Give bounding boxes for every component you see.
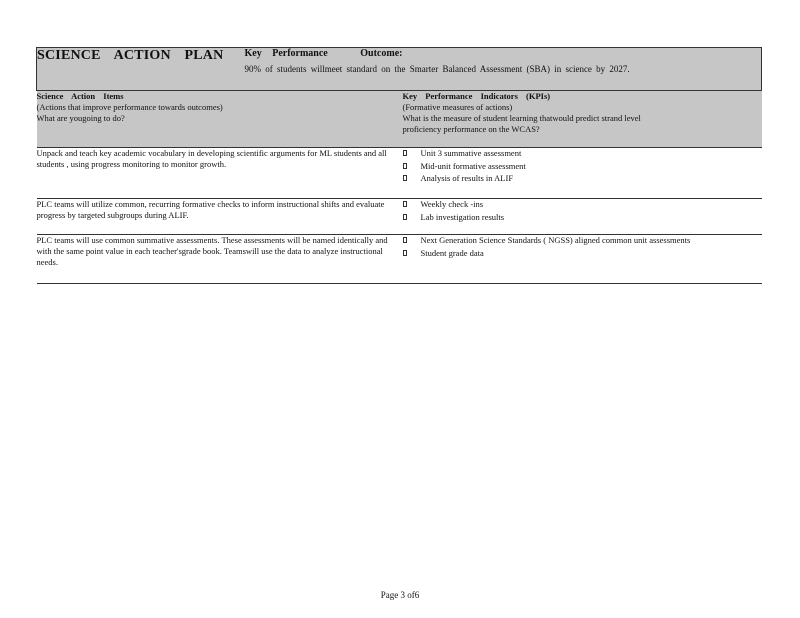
bullet-box-icon (403, 201, 407, 207)
kpi-question-2: proficiency performance on the WCAS? (402, 124, 540, 134)
kpi-question-1: What is the measure of student learning thatwould predict strand level (402, 113, 641, 123)
action-item: PLC teams will utilize common, recurring formative checks to inform instructional shifts and evaluate progress by targeted subgroups during ALIF. (37, 199, 403, 235)
table-row (37, 148, 762, 199)
bullet-box-icon (403, 237, 407, 243)
action-item: Unpack and teach key academic vocabulary in developing scientific arguments for ML students and all students , using progress monitoring to monitor growth. (37, 148, 403, 199)
key-performance-outcome-cell (245, 48, 762, 91)
action-items-question: What are yougoing to do? (36, 113, 125, 123)
kpi-cell (403, 199, 762, 235)
kpi-text: Mid-unit formative assessment (420, 160, 526, 171)
column-header-row (37, 91, 762, 148)
kpo-outcome-label: Outcome: (360, 48, 403, 59)
table-row (37, 235, 762, 284)
bullet-box-icon (403, 150, 407, 156)
kpo-value: 90% of students willmeet standard on the Smarter Balanced Assessment (SBA) in science by 2027. (244, 64, 630, 74)
list-item (403, 199, 762, 210)
kpi-desc: (Formative measures of actions) (402, 102, 513, 112)
kpi-header (403, 91, 762, 148)
kpi-text: Unit 3 summative assessment (420, 148, 522, 158)
bullet-box-icon (403, 250, 407, 256)
list-item (403, 248, 762, 259)
kpi-text: Analysis of results in ALIF (420, 173, 514, 183)
kpi-cell (403, 148, 762, 199)
list-item (403, 235, 762, 246)
kpi-list (403, 235, 762, 259)
action-items-heading: Science Action Items (36, 91, 124, 101)
list-item (403, 161, 762, 172)
bullet-box-icon (403, 163, 407, 169)
title-row (37, 48, 762, 91)
kpi-list (403, 148, 762, 184)
list-item (403, 148, 762, 159)
list-item (403, 173, 762, 184)
list-item (403, 212, 762, 223)
action-items-header (37, 91, 403, 148)
action-item: PLC teams will use common summative assessments. These assessments will be named identically and with the same point value in each teacher'sgrade book. Teamswill use the data to analyze instructional needs. (37, 235, 403, 284)
title-cell (37, 48, 245, 91)
kpi-text: Next Generation Science Standards ( NGSS) aligned common unit assessments (420, 235, 691, 245)
bullet-box-icon (403, 175, 407, 181)
page-number: Page 3 of6 (380, 590, 420, 600)
plan-title: SCIENCE ACTION PLAN (37, 48, 224, 63)
kpi-list (403, 199, 762, 223)
kpo-label-text: Key Performance (244, 48, 328, 59)
kpi-text: Student grade data (420, 247, 484, 258)
kpi-text: Weekly check -ins (420, 199, 484, 209)
kpi-text: Lab investigation results (420, 211, 505, 222)
kpi-cell (403, 235, 762, 284)
science-action-plan-table (36, 47, 762, 284)
kpi-heading: Key Performance Indicators (KPIs) (402, 91, 551, 101)
action-items-desc: (Actions that improve performance towards outcomes) (36, 102, 223, 112)
kpo-label (245, 48, 762, 59)
table-row (37, 199, 762, 235)
bullet-box-icon (403, 214, 407, 220)
